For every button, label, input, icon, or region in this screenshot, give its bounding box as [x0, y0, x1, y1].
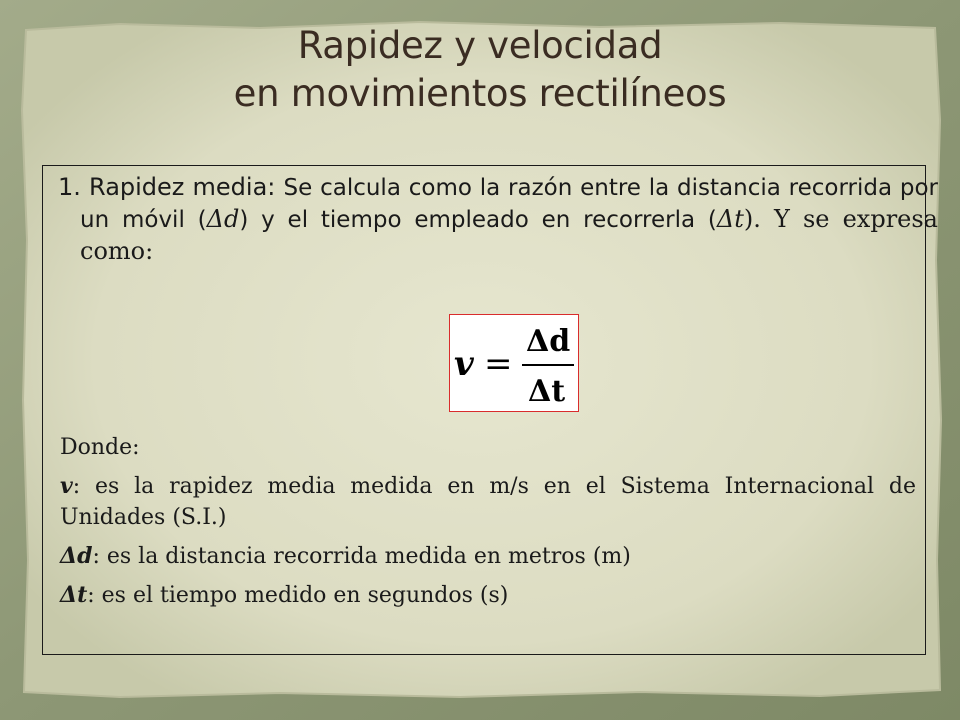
definitions: [60, 432, 916, 611]
symbol-delta-d: Δd: [206, 205, 240, 233]
definitions-heading: Donde:: [60, 435, 140, 460]
formula-box: [449, 314, 579, 412]
formula-denominator: Δt: [528, 374, 566, 409]
formula-equals: =: [484, 344, 513, 384]
item-number: 1.: [58, 173, 81, 201]
definition-symbol: Δt: [60, 582, 88, 608]
definition-text: : es la distancia recorrida medida en metros (m): [92, 544, 631, 569]
intro-text-3: ). Y se expresa como:: [80, 205, 938, 265]
intro-text-1: Se calcula como la razón entre la distancia recorrida por un móvil (: [80, 175, 939, 233]
definition-item-delta-d: [60, 541, 916, 572]
formula-equation: [450, 315, 577, 410]
definition-symbol: Δd: [60, 543, 93, 569]
definition-text: : es la rapidez media medida en m/s en el Sistema Internacional de Unidades (S.I.): [60, 474, 916, 530]
symbol-delta-t: Δt: [716, 205, 744, 233]
formula-numerator: Δd: [526, 324, 571, 359]
definition-item-delta-t: [60, 580, 916, 611]
intro-paragraph: [58, 172, 938, 267]
title-line-2: en movimientos rectilíneos: [233, 72, 727, 115]
slide-title: [0, 22, 960, 118]
intro-text-2: ) y el tiempo empleado en recorrerla (: [239, 207, 717, 233]
definition-text: : es el tiempo medido en segundos (s): [87, 583, 509, 608]
formula-lhs: v: [454, 344, 474, 384]
definition-symbol: v: [60, 473, 73, 499]
title-line-1: Rapidez y velocidad: [297, 24, 663, 67]
definition-item-v: [60, 471, 916, 533]
term-rapidez-media: Rapidez media:: [89, 173, 276, 201]
